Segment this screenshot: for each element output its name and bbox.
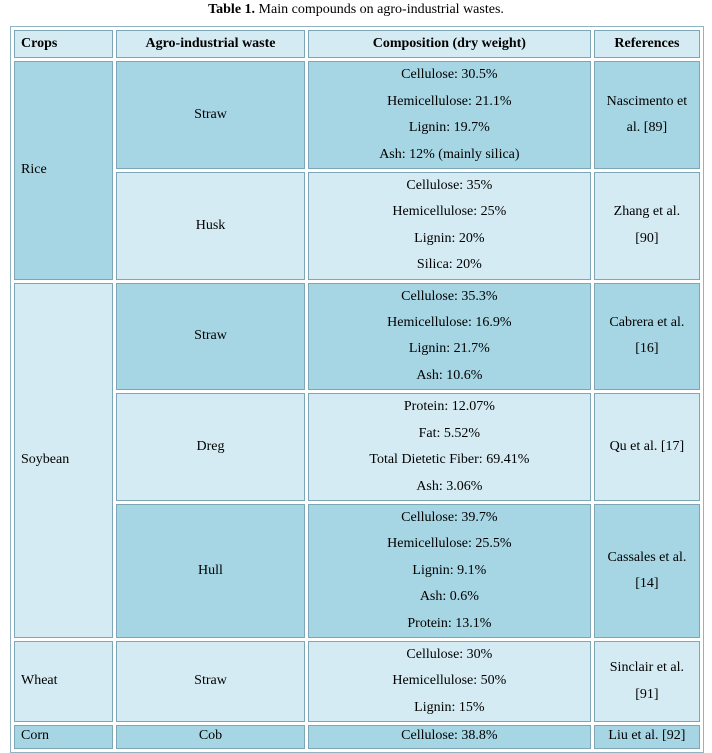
table-row <box>14 393 700 501</box>
crop-cell: Wheat <box>14 641 113 722</box>
table-row <box>14 725 700 749</box>
waste-cell: Dreg <box>116 393 305 501</box>
composition-line: Ash: 12% (mainly silica) <box>379 146 520 162</box>
composition-line: Ash: 10.6% <box>416 367 483 383</box>
header-row <box>14 30 700 58</box>
reference-line: Cassales et al. <box>607 549 687 565</box>
waste-cell: Cob <box>116 725 305 749</box>
composition-line: Cellulose: 38.8% <box>401 728 498 744</box>
reference-cell <box>594 61 700 169</box>
crop-cell: Corn <box>14 725 113 749</box>
table-row <box>14 283 700 391</box>
composition-cell <box>308 725 591 749</box>
caption-text: Main compounds on agro-industrial wastes. <box>255 2 504 17</box>
table-row <box>14 61 700 169</box>
header-references: References <box>594 30 700 58</box>
composition-line: Cellulose: 39.7% <box>401 509 498 525</box>
composition-line: Hemicellulose: 25.5% <box>387 536 512 552</box>
composition-line: Protein: 13.1% <box>407 615 492 631</box>
composition-line: Lignin: 15% <box>414 699 485 715</box>
composition-line: Protein: 12.07% <box>403 399 495 415</box>
reference-line: Cabrera et al. <box>609 315 685 331</box>
table-row <box>14 172 700 280</box>
composition-line: Hemicellulose: 50% <box>392 673 507 689</box>
composition-line: Hemicellulose: 21.1% <box>387 93 512 109</box>
composition-cell <box>308 504 591 638</box>
composition-line: Hemicellulose: 25% <box>392 204 507 220</box>
composition-line: Cellulose: 35% <box>406 178 493 194</box>
reference-cell <box>594 504 700 638</box>
reference-cell <box>594 172 700 280</box>
crop-cell: Soybean <box>14 283 113 638</box>
reference-cell <box>594 393 700 501</box>
reference-cell <box>594 283 700 391</box>
composition-line: Ash: 0.6% <box>419 589 479 605</box>
waste-cell: Straw <box>116 61 305 169</box>
caption-label: Table 1. <box>208 2 256 17</box>
composition-line: Total Dietetic Fiber: 69.41% <box>369 452 530 468</box>
waste-cell: Husk <box>116 172 305 280</box>
reference-line: [16] <box>635 341 659 357</box>
composition-line: Silica: 20% <box>416 257 482 273</box>
table-row <box>14 504 700 638</box>
reference-line: Nascimento et <box>606 93 688 109</box>
header-waste: Agro-industrial waste <box>116 30 305 58</box>
composition-line: Lignin: 21.7% <box>408 341 490 357</box>
composition-line: Lignin: 20% <box>414 230 485 246</box>
reference-line: Liu et al. [92] <box>608 728 686 744</box>
reference-line: Qu et al. [17] <box>609 438 685 454</box>
composition-line: Cellulose: 30% <box>406 646 493 662</box>
composition-cell <box>308 393 591 501</box>
composition-cell <box>308 172 591 280</box>
composition-line: Hemicellulose: 16.9% <box>387 315 512 331</box>
composition-line: Lignin: 19.7% <box>408 120 490 136</box>
composition-cell <box>308 283 591 391</box>
reference-cell <box>594 725 700 749</box>
header-crops: Crops <box>14 30 113 58</box>
composition-line: Cellulose: 35.3% <box>401 288 498 304</box>
header-composition: Composition (dry weight) <box>308 30 591 58</box>
composition-cell <box>308 61 591 169</box>
compounds-table <box>10 26 704 753</box>
reference-line: al. [89] <box>626 120 668 136</box>
table-caption <box>0 1 712 19</box>
composition-cell <box>308 641 591 722</box>
waste-cell: Straw <box>116 283 305 391</box>
reference-line: [90] <box>635 230 659 246</box>
reference-line: [14] <box>635 575 659 591</box>
reference-line: Zhang et al. <box>613 204 681 220</box>
reference-line: Sinclair et al. <box>609 660 685 676</box>
composition-line: Ash: 3.06% <box>416 478 483 494</box>
table-row <box>14 641 700 722</box>
reference-line: [91] <box>635 686 659 702</box>
composition-line: Lignin: 9.1% <box>412 562 487 578</box>
crop-cell: Rice <box>14 61 113 279</box>
reference-cell <box>594 641 700 722</box>
waste-cell: Straw <box>116 641 305 722</box>
composition-line: Cellulose: 30.5% <box>401 67 498 83</box>
waste-cell: Hull <box>116 504 305 638</box>
composition-line: Fat: 5.52% <box>418 425 481 441</box>
